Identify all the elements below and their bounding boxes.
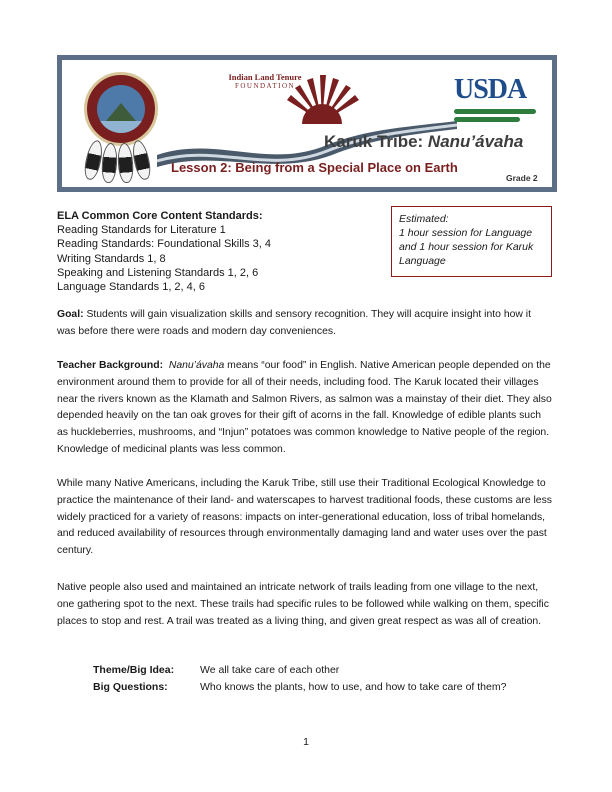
usda-bar-2 bbox=[454, 117, 520, 122]
theme-row bbox=[93, 662, 506, 679]
banner-image bbox=[62, 60, 552, 187]
estimated-time-box bbox=[391, 206, 552, 277]
teacher-background-paragraph bbox=[57, 358, 552, 459]
standard-item: Reading Standards for Literature 1 bbox=[57, 224, 226, 237]
traditional-knowledge-paragraph: While many Native Americans, including the Karuk Tribe, still use their Traditional Ecological Knowledge to practice the maintenance of their land- and waterscapes to harvest traditional foods, these customs are less widely practiced for a variety of reasons: impacts on inter-generational education, loss of tribal homelands, and reduced availability of resources through environmentally damaging land and water uses over the past century. bbox=[57, 478, 552, 557]
standard-item: Language Standards 1, 2, 4, 6 bbox=[57, 281, 206, 294]
foundation-word: FOUNDATION bbox=[234, 82, 296, 90]
logo-scene bbox=[97, 85, 145, 133]
goal-label: Goal: bbox=[57, 309, 84, 320]
questions-label: Big Questions: bbox=[93, 680, 168, 693]
standards-heading: ELA Common Core Content Standards: bbox=[57, 210, 263, 222]
river-icon bbox=[97, 121, 145, 133]
lesson-title: Lesson 2: Being from a Special Place on Earth bbox=[171, 160, 458, 175]
standards-section bbox=[57, 209, 377, 294]
tribe-title-italic: Nanu’ávaha bbox=[427, 132, 524, 151]
usda-bar-1 bbox=[454, 109, 536, 114]
usda-logo bbox=[454, 74, 536, 122]
theme-value: We all take care of each other bbox=[200, 664, 340, 676]
theme-section bbox=[93, 662, 506, 695]
questions-row bbox=[93, 679, 506, 696]
estimated-text: 1 hour session for Language and 1 hour session for Karuk Language bbox=[399, 227, 534, 267]
header-banner bbox=[57, 55, 557, 192]
tribe-title-main: Karuk Tribe: bbox=[324, 132, 428, 151]
estimated-label: Estimated: bbox=[399, 213, 449, 225]
questions-value: Who knows the plants, how to use, and how to take care of them? bbox=[200, 680, 507, 693]
karuk-tribe-logo bbox=[84, 72, 158, 146]
background-label: Teacher Background: bbox=[57, 360, 164, 371]
usda-wordmark: USDA bbox=[454, 74, 527, 105]
background-text: means “our food” in English. Native American people depended on the environment around them to provide for all of their needs, including food. The Karuk located their villages near the rivers known as the Klamath and Salmon Rivers, as salmon was a mainstay of their diet. They also depended heavily on the tan oak groves for their gift of acorns in the fall. Knowledge of edible plants such as huckleberries, mushrooms, and “Injun” potatoes was common knowledge to Native people of the region. Knowledge of medicinal plants was less common. bbox=[57, 360, 552, 455]
standard-item: Reading Standards: Foundational Skills 3, 4 bbox=[57, 238, 272, 251]
standard-item: Speaking and Listening Standards 1, 2, 6 bbox=[57, 266, 259, 279]
goal-text: Students will gain visualization skills and sensory recognition. They will acquire insight into how it was before there were roads and modern day conveniences. bbox=[57, 309, 531, 337]
page-number: 1 bbox=[303, 736, 309, 748]
grade-label: Grade 2 bbox=[506, 173, 538, 183]
theme-label: Theme/Big Idea: bbox=[93, 664, 175, 676]
trails-paragraph: Native people also used and maintained an intricate network of trails leading from one village to the next, one gathering spot to the next. These trails had specific rules to be followed while walking on them, specific places to stop and rest. A trail was treated as a living thing, and given great respect as was all of creation. bbox=[57, 582, 549, 627]
foundation-name: Indian Land Tenure bbox=[228, 72, 302, 82]
goal-paragraph bbox=[57, 307, 552, 341]
standard-item: Writing Standards 1, 8 bbox=[57, 252, 166, 265]
background-term: Nanu’ávaha bbox=[168, 360, 225, 371]
tribe-title bbox=[324, 132, 523, 152]
